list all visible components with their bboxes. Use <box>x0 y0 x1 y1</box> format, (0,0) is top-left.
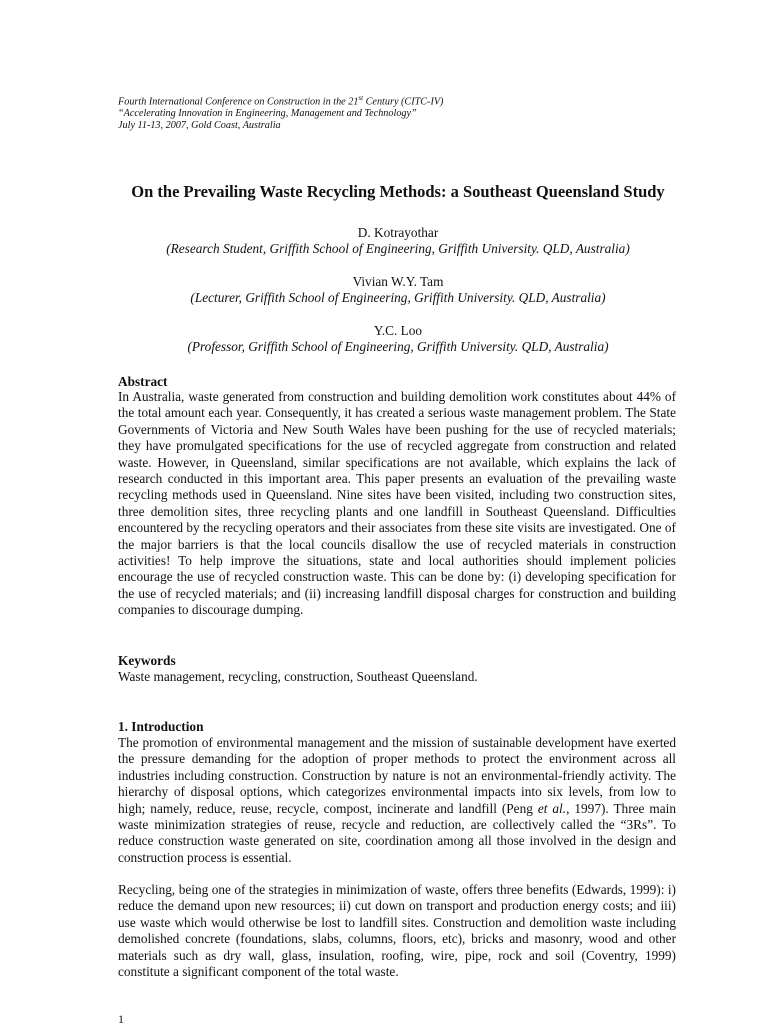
paper-title: On the Prevailing Waste Recycling Methods: a Southeast Queensland Study <box>131 182 665 201</box>
author-affiliation: (Professor, Griffith School of Engineering, Griffith University. QLD, Australia) <box>187 339 609 354</box>
keywords-heading: Keywords <box>118 653 176 668</box>
author-name: Vivian W.Y. Tam <box>352 274 444 289</box>
introduction-paragraph-1: The promotion of environmental management and the mission of sustainable development have exerted the pressure demanding for the adoption of proper methods to protect the environment across all industries including construction. Construction by nature is not an environmental-friendly activity. The hierarchy of disposal options, which categorizes environmental impacts into six levels, from low to high; namely, reduce, reuse, recycle, compost, incinerate and landfill (Peng et al., 1997). Three main waste minimization strategies of reuse, recycle and reduction, are collectively called the “3Rs”. To reduce construction waste generated on site, coordination among all those involved in the design and construction process is essential. <box>118 735 676 865</box>
author-name: D. Kotrayothar <box>357 225 439 240</box>
conference-theme: “Accelerating Innovation in Engineering, Management and Technology” <box>118 108 417 120</box>
author-affiliation: (Research Student, Griffith School of Engineering, Griffith University. QLD, Australia) <box>166 241 630 256</box>
conference-header <box>118 92 678 132</box>
conference-date-location: July 11-13, 2007, Gold Coast, Australia <box>118 120 281 132</box>
conference-name: Fourth International Conference on Construction in the 21st Century (CITC-IV) <box>118 94 444 108</box>
introduction-heading: 1. Introduction <box>118 719 204 734</box>
page-number: 1 <box>118 1012 124 1026</box>
keywords-text: Waste management, recycling, construction, Southeast Queensland. <box>118 669 478 684</box>
abstract-text: In Australia, waste generated from construction and building demolition work constitutes about 44% of the total amount each year. Consequently, it has created a serious waste management problem. The State Governments of Victoria and New South Wales have been pushing for the use of recycled materials; they have promulgated specifications for the use of recycled aggregate from construction and related waste. However, in Queensland, similar specifications are not available, which explains the lack of research conducted in this important area. This paper presents an evaluation of the prevailing waste recycling methods used in Queensland. Nine sites have been visited, including two construction sites, three demolition sites, three recycling plants and one landfill in Southeast Queensland. Difficulties encountered by the recycling operators and their associates from these site visits are investigated. One of the major barriers is that the local councils disallow the use of recycled materials in construction activities! To help improve the situations, state and local authorities should implement policies encourage the use of recycled construction waste. This can be done by: (i) developing specification for the use of recycled materials; and (ii) increasing landfill disposal charges for construction and building companies to discourage dumping. <box>118 389 676 618</box>
abstract-heading: Abstract <box>118 374 168 389</box>
introduction-paragraph-2: Recycling, being one of the strategies in minimization of waste, offers three benefits (Edwards, 1999): i) reduce the demand upon new resources; ii) cut down on transport and production energy costs; and iii) use waste which would otherwise be lost to landfill sites. Construction and demolition waste including demolished concrete (foundations, slabs, columns, floors, etc), bricks and masonry, wood and other materials such as dry wall, glass, insulation, roofing, wire, pipe, rock and soil (Coventry, 1999) constitute a significant component of the total waste. <box>118 882 676 980</box>
author-affiliation: (Lecturer, Griffith School of Engineering, Griffith University. QLD, Australia) <box>190 290 606 305</box>
author-name: Y.C. Loo <box>373 323 423 338</box>
